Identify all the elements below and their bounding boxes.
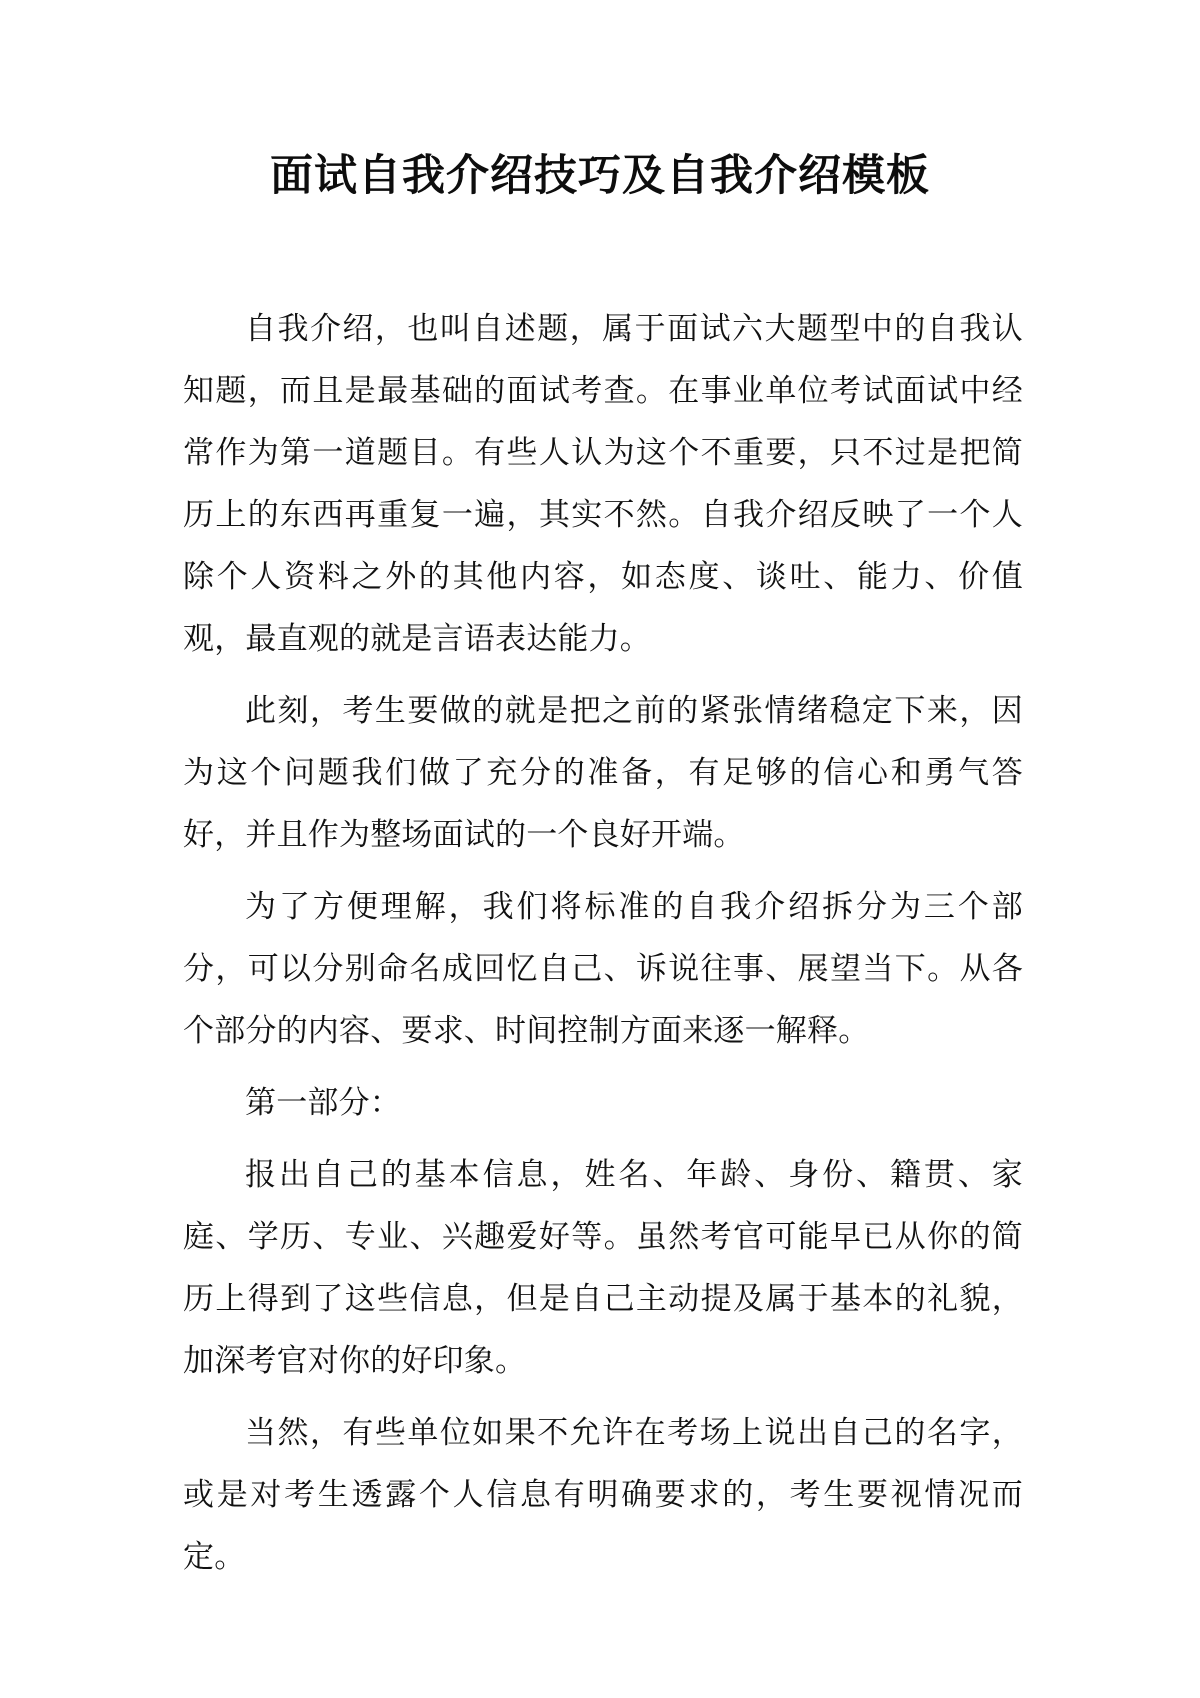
paragraph-basic-info: 报出自己的基本信息，姓名、年龄、身份、籍贯、家庭、学历、专业、兴趣爱好等。虽然考官可能早已从你的简历上得到了这些信息，但是自己主动提及属于基本的礼貌，加深考官对你的好印象。 xyxy=(183,1157,1023,1379)
paragraph-three-parts: 为了方便理解，我们将标准的自我介绍拆分为三个部分，可以分别命名成回忆自己、诉说往事、展望当下。从各个部分的内容、要求、时间控制方面来逐一解释。 xyxy=(183,889,1023,1049)
paragraph-calm-down: 此刻，考生要做的就是把之前的紧张情绪稳定下来，因为这个问题我们做了充分的准备，有足够的信心和勇气答好，并且作为整场面试的一个良好开端。 xyxy=(183,693,1023,853)
document-title: 面试自我介绍技巧及自我介绍模板 xyxy=(270,151,930,201)
paragraph-intro: 自我介绍，也叫自述题，属于面试六大题型中的自我认知题，而且是最基础的面试考查。在事业单位考试面试中经常作为第一道题目。有些人认为这个不重要，只不过是把简历上的东西再重复一遍，其实不然。自我介绍反映了一个人除个人资料之外的其他内容，如态度、谈吐、能力、价值观，最直观的就是言语表达能力。 xyxy=(183,311,1023,657)
paragraph-exception: 当然，有些单位如果不允许在考场上说出自己的名字，或是对考生透露个人信息有明确要求的，考生要视情况而定。 xyxy=(183,1415,1023,1575)
section-heading-part-one: 第一部分： xyxy=(245,1085,401,1121)
document-body xyxy=(183,298,1023,1598)
